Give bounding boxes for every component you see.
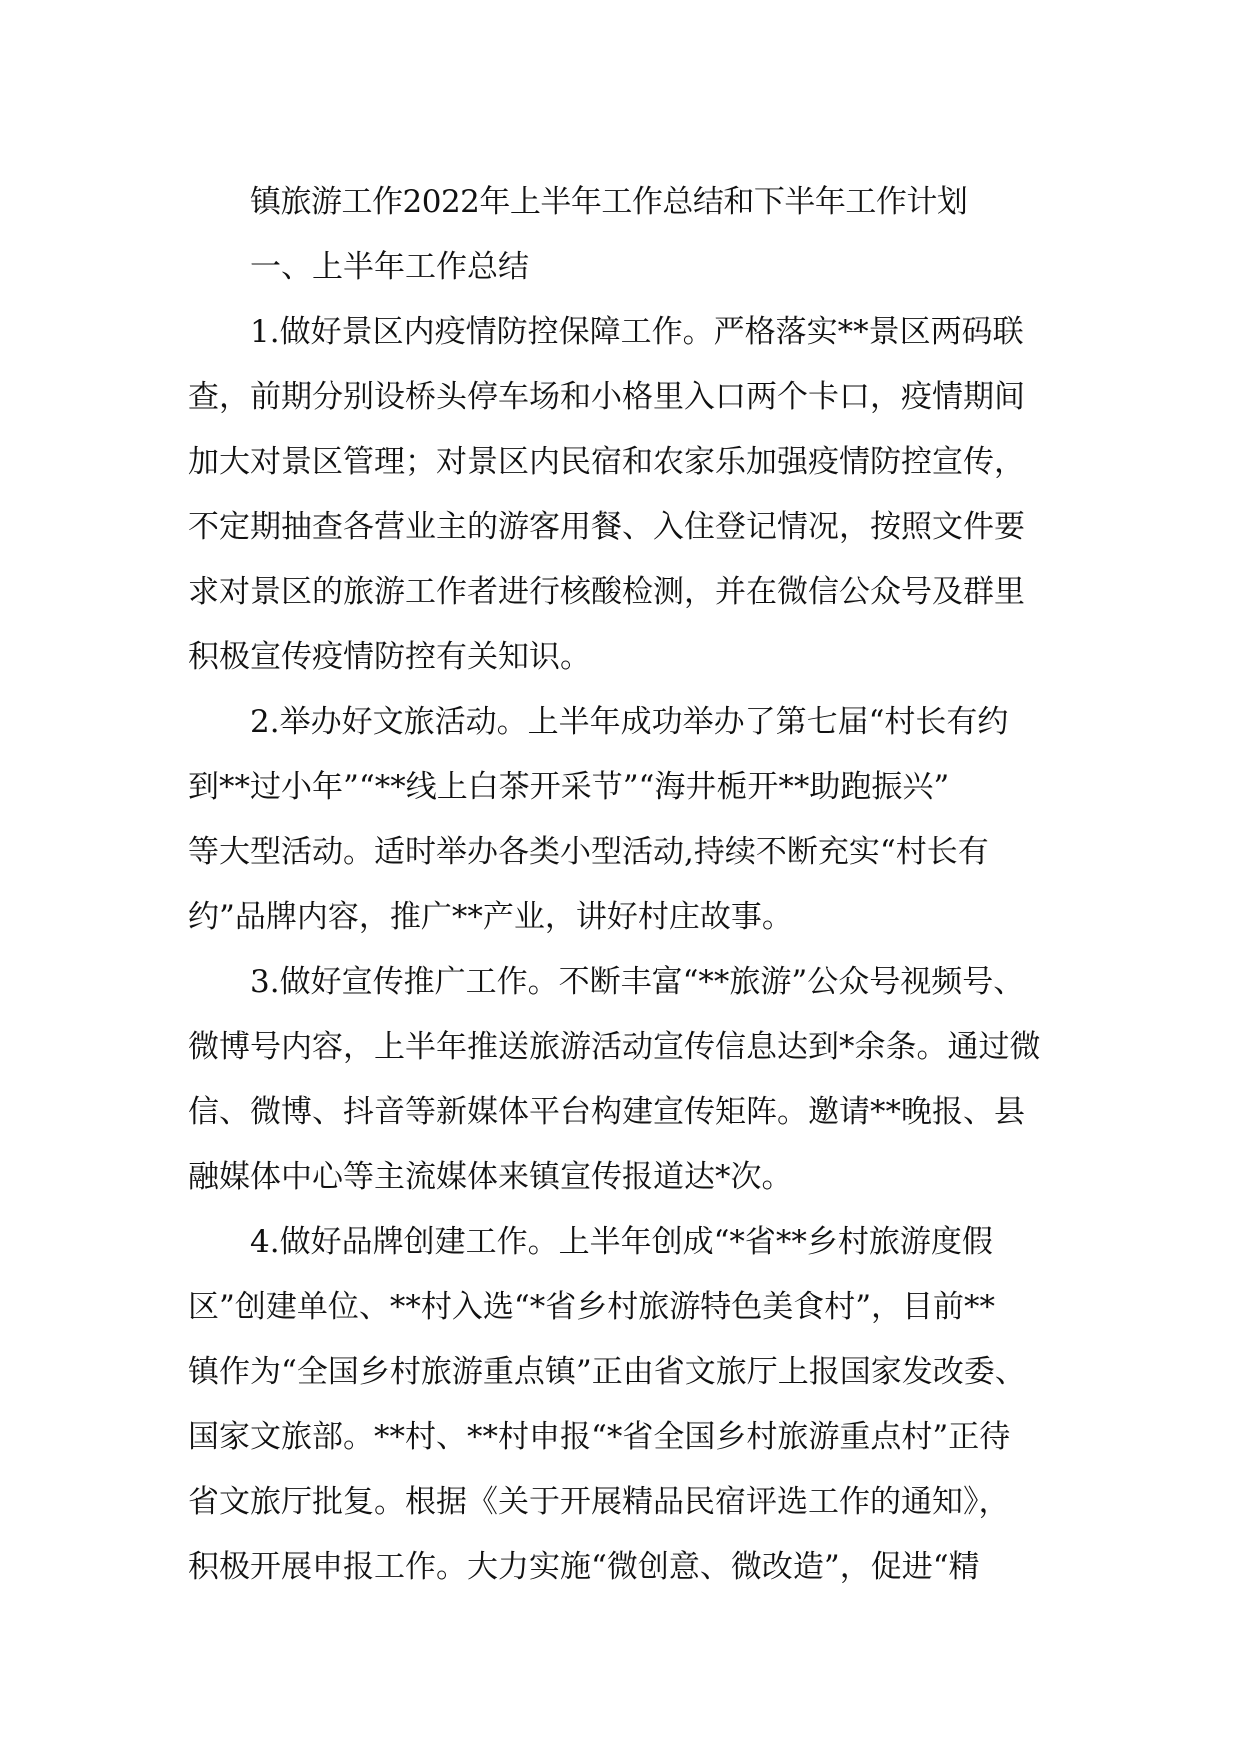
- paragraph-line: 3.做好宣传推广工作。不断丰富“**旅游”公众号视频号、: [250, 964, 1025, 1000]
- paragraph-1: [188, 300, 1056, 690]
- paragraph-line: 等大型活动。适时举办各类小型活动,持续不断充实“村长有: [188, 834, 989, 870]
- document-title: 镇旅游工作2022年上半年工作总结和下半年工作计划: [250, 184, 968, 220]
- paragraph-line: 国家文旅部。**村、**村申报“*省全国乡村旅游重点村”正待: [188, 1419, 1011, 1455]
- document-body: [188, 170, 1056, 1600]
- paragraph-line: 微博号内容，上半年推送旅游活动宣传信息达到*余条。通过微: [188, 1029, 1041, 1065]
- paragraph-2: [188, 690, 1056, 950]
- paragraph-3: [188, 950, 1056, 1210]
- paragraph-line: 约”品牌内容，推广**产业，讲好村庄故事。: [188, 899, 793, 935]
- paragraph-line: 信、微博、抖音等新媒体平台构建宣传矩阵。邀请**晚报、县: [188, 1094, 1025, 1130]
- paragraph-line: 2.举办好文旅活动。上半年成功举办了第七届“村长有约: [250, 704, 1009, 740]
- paragraph-4: [188, 1210, 1056, 1600]
- paragraph-line: 积极开展申报工作。大力实施“微创意、微改造”，促进“精: [188, 1549, 980, 1585]
- paragraph-line: 融媒体中心等主流媒体来镇宣传报道达*次。: [188, 1159, 793, 1195]
- paragraph-line: 不定期抽查各营业主的游客用餐、入住登记情况，按照文件要: [188, 509, 1025, 545]
- paragraph-line: 4.做好品牌创建工作。上半年创成“*省**乡村旅游度假: [250, 1224, 993, 1260]
- paragraph-line: 查，前期分别设桥头停车场和小格里入口两个卡口，疫情期间: [188, 379, 1025, 415]
- paragraph-line: 求对景区的旅游工作者进行核酸检测，并在微信公众号及群里: [188, 574, 1025, 610]
- paragraph-line: 省文旅厅批复。根据《关于开展精品民宿评选工作的通知》，: [188, 1484, 1010, 1520]
- section-heading: 一、上半年工作总结: [250, 249, 529, 285]
- paragraph-line: 到**过小年”“**线上白茶开采节”“海井栀开**助跑振兴”: [188, 769, 950, 805]
- paragraph-line: 镇作为“全国乡村旅游重点镇”正由省文旅厅上报国家发改委、: [188, 1354, 1026, 1390]
- paragraph-line: 积极宣传疫情防控有关知识。: [188, 639, 591, 675]
- paragraph-line: 1.做好景区内疫情防控保障工作。严格落实**景区两码联: [250, 314, 1024, 350]
- paragraph-line: 区”创建单位、**村入选“*省乡村旅游特色美食村”，目前**: [188, 1289, 996, 1325]
- paragraph-line: 加大对景区管理；对景区内民宿和农家乐加强疫情防控宣传，: [188, 444, 1025, 480]
